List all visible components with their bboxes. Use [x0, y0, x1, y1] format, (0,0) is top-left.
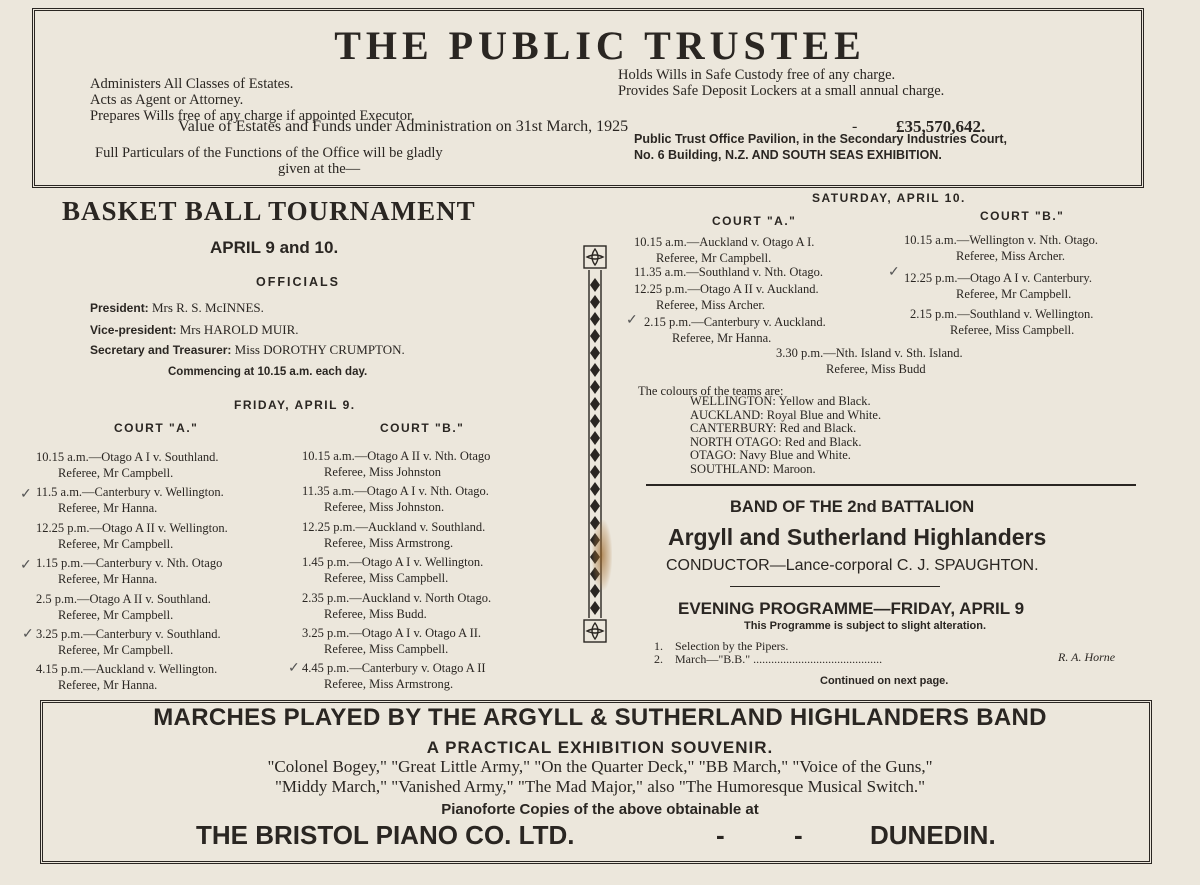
continued-note: Continued on next page. [820, 675, 949, 687]
match-referee: Referee, Miss Armstrong. [324, 677, 454, 692]
check-mark-icon: ✓ [22, 627, 34, 642]
check-mark-icon: ✓ [626, 313, 638, 328]
friday-heading: FRIDAY, APRIL 9. [234, 398, 356, 412]
band-line-2: Argyll and Sutherland Highlanders [668, 524, 1047, 550]
official-vice-president: Vice-president: Mrs HAROLD MUIR. [90, 322, 299, 337]
programme-item-1: 1. Selection by the Pipers. [654, 639, 789, 653]
company-city: DUNEDIN. [870, 820, 996, 850]
marches-list-line-1: "Colonel Bogey," "Great Little Army," "On the Quarter Deck," "BB March," "Voice of the Guns," [267, 757, 933, 776]
match-entry [36, 661, 217, 693]
trustee-value-dash: - [852, 118, 858, 135]
programme-item-2-composer: R. A. Horne [1058, 650, 1116, 664]
band-short-rule [730, 586, 940, 587]
company-dash-2: - [794, 820, 803, 850]
trustee-right-line-1: Holds Wills in Safe Custody free of any charge. [618, 67, 896, 83]
marches-title: MARCHES PLAYED BY THE ARGYLL & SUTHERLAND HIGHLANDERS BAND [153, 704, 1047, 731]
match-referee: Referee, Mr Campbell. [58, 466, 174, 480]
match-referee: Referee, Miss Johnston [324, 465, 441, 479]
saturday-court-a-heading: COURT "A." [712, 214, 797, 228]
tournament-title: BASKET BALL TOURNAMENT [62, 196, 476, 226]
divider-diamond [590, 329, 600, 343]
official-president: President: Mrs R. S. McINNES. [90, 300, 264, 315]
saturday-b-match-2: 12.25 p.m.—Otago A I v. Canterbury. Referee, Mr Campbell. [904, 271, 1092, 301]
match-entry [36, 449, 219, 481]
divider-diamond [590, 346, 600, 360]
match-text: 10.15 a.m.—Otago A I v. Southland. [36, 450, 219, 464]
programme-title: EVENING PROGRAMME—FRIDAY, APRIL 9 [678, 599, 1025, 618]
match-referee: Referee, Miss Armstrong. [324, 535, 454, 550]
company-dash-1: - [716, 820, 725, 850]
trustee-particulars-2: given at the— [278, 161, 361, 177]
trustee-right-line-2: Provides Safe Deposit Lockers at a small annual charge. [618, 83, 945, 99]
divider-diamond [590, 312, 600, 326]
saturday-a-match-2: 11.35 a.m.—Southland v. Nth. Otago. [634, 265, 823, 279]
programme-item-2: 2. March—"B.B." ........................................... [654, 652, 883, 666]
colours-intro: The colours of the teams are: [638, 384, 784, 398]
divider-diamond [590, 414, 600, 428]
match-referee: Referee, Miss Budd. [324, 606, 427, 621]
team-colour-entry: SOUTHLAND: Maroon. [690, 462, 816, 476]
band-conductor: CONDUCTOR—Lance-corporal C. J. SPAUGHTON. [666, 557, 1039, 574]
saturday-a-match-4: 2.15 p.m.—Canterbury v. Auckland. Referee, Mr Hanna. [644, 315, 826, 345]
match-text: 1.15 p.m.—Canterbury v. Nth. Otago [36, 556, 223, 571]
commencing-text: Commencing at 10.15 a.m. each day. [168, 366, 368, 378]
final-referee: Referee, Miss Budd [826, 362, 926, 376]
programme-note: This Programme is subject to slight alteration. [744, 620, 987, 632]
match-entry [36, 484, 224, 516]
team-colour-entry: OTAGO: Navy Blue and White. [690, 448, 851, 463]
age-stain [592, 520, 612, 590]
marches-subtitle: A PRACTICAL EXHIBITION SOUVENIR. [426, 738, 774, 757]
saturday-heading: SATURDAY, APRIL 10. [812, 191, 966, 205]
match-entry [36, 591, 211, 623]
match-entry [302, 519, 485, 551]
match-text: 2.35 p.m.—Auckland v. North Otago. [302, 590, 492, 605]
match-entry [302, 660, 486, 692]
trustee-pavilion-1: Public Trust Office Pavilion, in the Secondary Industries Court, [634, 132, 1007, 146]
match-referee: Referee, Mr Hanna. [58, 501, 158, 516]
friday-court-b-heading: COURT "B." [380, 421, 465, 435]
match-text: 11.35 a.m.—Otago A I v. Nth. Otago. [302, 484, 489, 499]
divider-diamond [590, 465, 600, 479]
trustee-left-line-1: Administers All Classes of Estates. [90, 76, 294, 92]
divider-diamond [590, 499, 600, 513]
match-entry [36, 520, 228, 552]
team-colour-entry: NORTH OTAGO: Red and Black. [690, 434, 862, 449]
divider-diamond [590, 448, 600, 462]
divider-diamond [590, 278, 600, 292]
match-entry [302, 448, 490, 480]
match-text: 3.25 p.m.—Otago A I v. Otago A II. [302, 626, 482, 640]
check-mark-icon: ✓ [288, 661, 300, 676]
saturday-b-match-1: 10.15 a.m.—Wellington v. Nth. Otago. Referee, Miss Archer. [904, 233, 1098, 263]
company-name: THE BRISTOL PIANO CO. LTD. [196, 820, 575, 850]
match-entry [302, 590, 491, 622]
band-line-1: BAND OF THE 2nd BATTALION [730, 498, 975, 516]
team-colour-entry: CANTERBURY: Red and Black. [690, 421, 857, 436]
trustee-left-line-3: Prepares Wills free of any charge if appointed Executor. [90, 108, 415, 124]
match-text: 3.25 p.m.—Canterbury v. Southland. [36, 627, 221, 641]
trustee-value-line: Value of Estates and Funds under Administration on 31st March, 1925 [178, 118, 629, 135]
check-mark-icon: ✓ [20, 487, 32, 502]
match-referee: Referee, Mr Hanna. [58, 572, 158, 587]
divider-diamond [590, 482, 600, 496]
official-secretary: Secretary and Treasurer: Miss DOROTHY CRUMPTON. [90, 342, 405, 357]
match-referee: Referee, Mr Campbell. [58, 643, 174, 657]
divider-diamond [590, 295, 600, 309]
match-entry [36, 626, 221, 658]
match-text: 4.45 p.m.—Canterbury v. Otago A II [302, 661, 486, 676]
final-match: 3.30 p.m.—Nth. Island v. Sth. Island. [776, 346, 963, 360]
saturday-a-match-1: 10.15 a.m.—Auckland v. Otago A I. Referee, Mr Campbell. [634, 235, 815, 265]
match-text: 11.5 a.m.—Canterbury v. Wellington. [36, 485, 224, 500]
match-entry [36, 555, 222, 587]
match-referee: Referee, Miss Campbell. [324, 571, 449, 586]
match-referee: Referee, Miss Campbell. [324, 642, 449, 656]
match-entry [302, 554, 483, 586]
marches-list-line-2: "Middy March," "Vanished Army," "The Mad Major," also "The Humoresque Musical Switch." [274, 777, 926, 796]
trustee-particulars-1: Full Particulars of the Functions of the Office will be gladly [95, 145, 443, 161]
match-entry [302, 625, 481, 657]
officials-heading: OFFICIALS [256, 275, 340, 289]
tournament-dates: APRIL 9 and 10. [210, 238, 339, 257]
check-mark-icon: ✓ [888, 265, 900, 280]
team-colour-entry: WELLINGTON: Yellow and Black. [690, 394, 871, 408]
match-referee: Referee, Miss Johnston. [324, 500, 445, 515]
divider-diamond [590, 601, 600, 615]
divider-diamond [590, 363, 600, 377]
match-referee: Referee, Mr Campbell. [58, 607, 174, 622]
match-text: 10.15 a.m.—Otago A II v. Nth. Otago [302, 449, 491, 463]
public-trustee-title: THE PUBLIC TRUSTEE [334, 23, 866, 68]
match-referee: Referee, Mr Campbell. [58, 536, 174, 551]
trustee-value-amount: £35,570,642. [896, 117, 986, 136]
divider-diamond [590, 431, 600, 445]
team-colour-entry: AUCKLAND: Royal Blue and White. [690, 407, 882, 422]
divider-rule [646, 484, 1136, 486]
match-entry [302, 483, 489, 515]
saturday-b-match-3: 2.15 p.m.—Southland v. Wellington. Referee, Miss Campbell. [910, 307, 1094, 337]
saturday-a-match-3: 12.25 p.m.—Otago A II v. Auckland. Referee, Miss Archer. [634, 282, 819, 312]
friday-court-a-heading: COURT "A." [114, 421, 199, 435]
divider-diamond [590, 397, 600, 411]
match-text: 4.15 p.m.—Auckland v. Wellington. [36, 662, 218, 677]
match-text: 1.45 p.m.—Otago A I v. Wellington. [302, 555, 484, 570]
saturday-court-b-heading: COURT "B." [980, 209, 1065, 223]
check-mark-icon: ✓ [20, 558, 32, 573]
divider-diamond [590, 380, 600, 394]
trustee-pavilion-2: No. 6 Building, N.Z. AND SOUTH SEAS EXHIBITION. [634, 148, 942, 162]
match-text: 12.25 p.m.—Otago A II v. Wellington. [36, 520, 228, 535]
match-text: 12.25 p.m.—Auckland v. Southland. [302, 519, 486, 534]
marches-copies: Pianoforte Copies of the above obtainable at [441, 801, 759, 818]
match-text: 2.5 p.m.—Otago A II v. Southland. [36, 591, 211, 606]
match-referee: Referee, Mr Hanna. [58, 678, 158, 693]
trustee-left-line-2: Acts as Agent or Attorney. [90, 92, 244, 108]
